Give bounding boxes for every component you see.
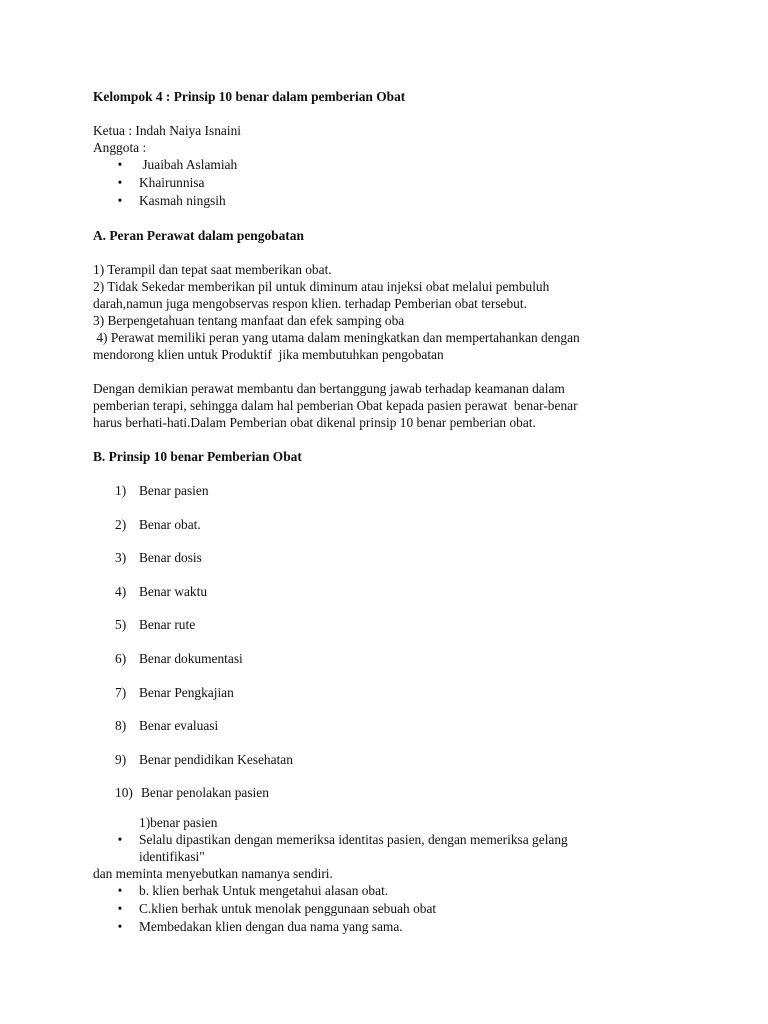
list-item <box>93 156 693 174</box>
bullet-text: C.klien berhak untuk menolak penggunaan sebuah obat <box>139 901 437 917</box>
bullet-icon: • <box>117 919 123 935</box>
list-item <box>93 516 693 550</box>
item-number: 6) <box>115 650 127 666</box>
continuation-line: dan meminta menyebutkan namanya sendiri. <box>93 866 333 882</box>
section-a-line: 2) Tidak Sekedar memberikan pil untuk diminum atau injeksi obat melalui pembuluh <box>93 279 550 294</box>
list-item <box>93 684 693 718</box>
bullet-text-continuation: identifikasi" <box>139 849 205 865</box>
item-text: Benar Pengkajian <box>139 684 234 700</box>
list-item <box>93 751 693 785</box>
section-a-heading: A. Peran Perawat dalam pengobatan <box>93 228 304 243</box>
item-text: Benar pendidikan Kesehatan <box>139 751 293 767</box>
list-item <box>93 882 693 900</box>
list-item <box>93 650 693 684</box>
anggota-name: Juaibah Aslamiah <box>139 157 238 172</box>
document-page <box>93 88 693 936</box>
section-a-line: 4) Perawat memiliki peran yang utama dalam meningkatkan dan mempertahankan dengan <box>93 330 580 345</box>
list-item <box>93 174 693 192</box>
bullet-icon: • <box>117 193 123 208</box>
section-b-heading: B. Prinsip 10 benar Pemberian Obat <box>93 449 302 464</box>
item-number: 5) <box>115 617 127 633</box>
anggota-label: Anggota : <box>93 140 147 155</box>
item-number: 10) <box>115 785 133 801</box>
anggota-name: Kasmah ningsih <box>139 193 226 208</box>
item-number: 3) <box>115 550 127 566</box>
section-a-paragraph-line: pemberian terapi, sehingga dalam hal pemberian Obat kepada pasien perawat benar-benar <box>93 398 578 413</box>
ketua-line: Ketua : Indah Naiya Isnaini <box>93 123 241 138</box>
list-item <box>93 784 693 814</box>
item-text: Benar waktu <box>139 583 208 599</box>
section-a-paragraph-line: harus berhati-hati.Dalam Pemberian obat dikenal prinsip 10 benar pemberian obat. <box>93 415 536 430</box>
item-number: 8) <box>115 718 127 734</box>
list-item <box>93 482 693 516</box>
anggota-list <box>93 156 693 210</box>
anggota-name: Khairunnisa <box>139 175 205 190</box>
bullet-icon: • <box>117 832 123 848</box>
item-text: Benar dosis <box>139 550 202 566</box>
section-a-line: 3) Berpengetahuan tentang manfaat dan efek samping oba <box>93 313 405 328</box>
list-item <box>93 717 693 751</box>
list-item <box>93 918 693 936</box>
bullet-text: Selalu dipastikan dengan memeriksa identitas pasien, dengan memeriksa gelang <box>139 832 568 848</box>
item-number: 7) <box>115 684 127 700</box>
item-number: 1) <box>115 483 127 498</box>
item-text: Benar dokumentasi <box>139 650 243 666</box>
bullet-icon: • <box>117 157 123 172</box>
item-number: 2) <box>115 516 127 532</box>
section-a-line: 1) Terampil dan tepat saat memberikan obat. <box>93 262 332 277</box>
bullet-icon: • <box>117 175 123 190</box>
list-item <box>93 831 693 865</box>
bullet-text: b. klien berhak Untuk mengetahui alasan obat. <box>139 883 389 899</box>
section-a-line: mendorong klien untuk Produktif jika membutuhkan pengobatan <box>93 347 444 362</box>
list-item <box>93 549 693 583</box>
principles-list <box>93 482 693 814</box>
item-text: Benar rute <box>139 617 196 633</box>
document-title: Kelompok 4 : Prinsip 10 benar dalam pemberian Obat <box>93 89 406 104</box>
section-a-paragraph-line: Dengan demikian perawat membantu dan bertanggung jawab terhadap keamanan dalam <box>93 381 565 396</box>
sub-heading: 1)benar pasien <box>139 815 218 831</box>
item-text: Benar evaluasi <box>139 718 219 734</box>
item-text: Benar obat. <box>139 516 201 532</box>
list-item <box>93 192 693 210</box>
bullet-text: Membedakan klien dengan dua nama yang sama. <box>139 919 403 935</box>
list-item <box>93 583 693 617</box>
list-item <box>93 616 693 650</box>
item-number: 9) <box>115 751 127 767</box>
bullet-icon: • <box>117 901 123 917</box>
bullet-icon: • <box>117 883 123 899</box>
list-item <box>93 900 693 918</box>
item-text: Benar pasien <box>139 483 209 498</box>
item-text: Benar penolakan pasien <box>141 785 269 801</box>
item-number: 4) <box>115 583 127 599</box>
section-a-line: darah,namun juga mengobservas respon klien. terhadap Pemberian obat tersebut. <box>93 296 527 311</box>
